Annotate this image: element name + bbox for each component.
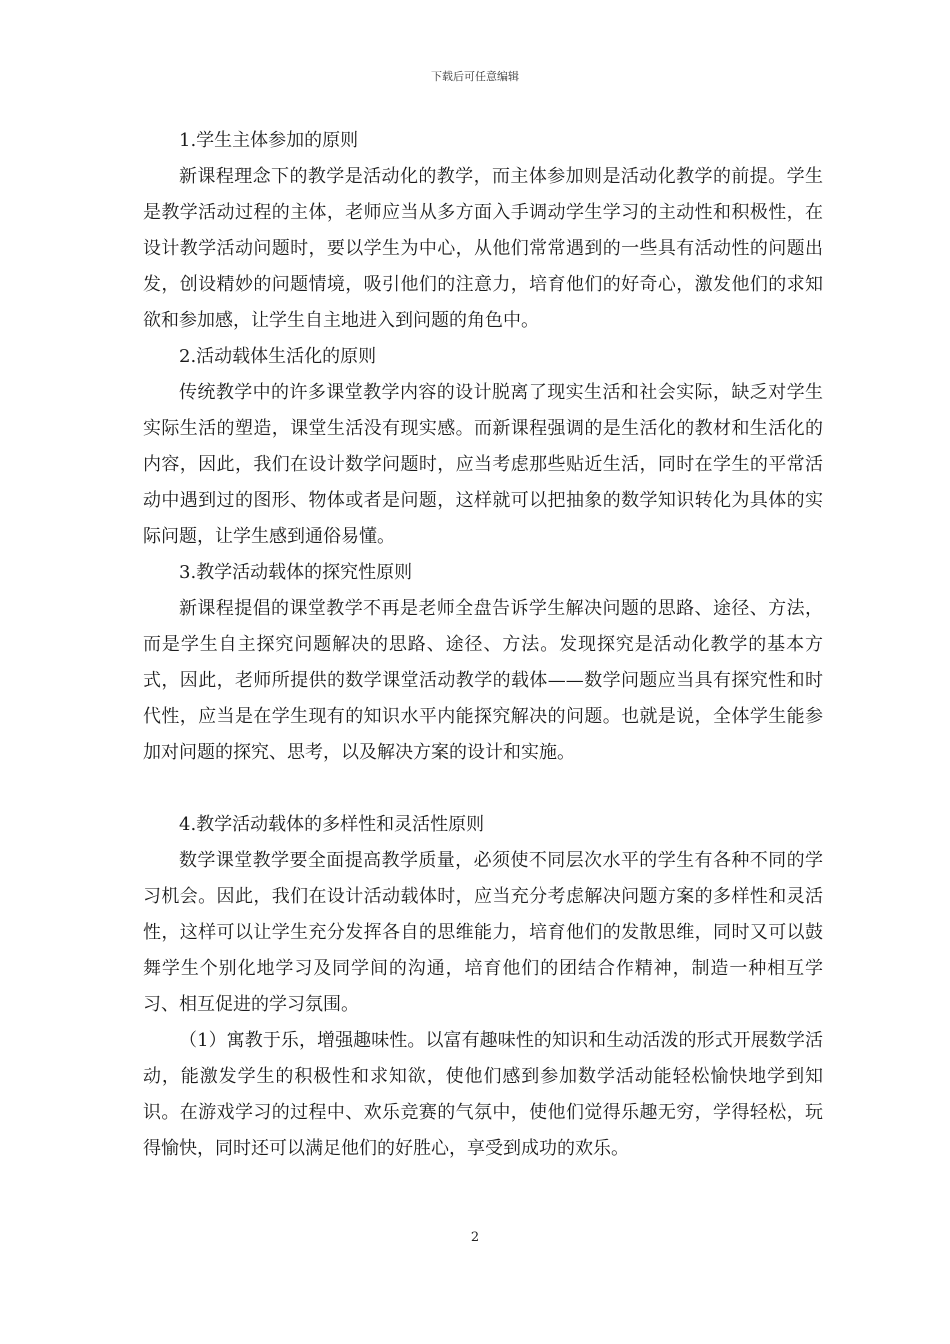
blank-line bbox=[143, 771, 823, 807]
page-number: 2 bbox=[470, 1230, 480, 1245]
section-heading-1: 1.学生主体参加的原则 bbox=[179, 130, 359, 151]
section-heading-4: 4.教学活动载体的多样性和灵活性原则 bbox=[179, 814, 485, 835]
section-paragraph-1: 新课程理念下的教学是活动化的教学，而主体参加则是活动化教学的前提。学生是教学活动过程的主体，老师应当从多方面入手调动学生学习的主动性和积极性，在设计教学活动问题时，要以学生为中心，从他们常常遇到的一些具有活动性的问题出发，创设精妙的问题情境，吸引他们的注意力，培育他们的好奇心，激发他们的求知欲和参加感，让学生自主地进入到问题的角色中。 bbox=[143, 166, 823, 331]
section-heading-3: 3.教学活动载体的探究性原则 bbox=[179, 562, 413, 583]
section-paragraph-3: 新课程提倡的课堂教学不再是老师全盘告诉学生解决问题的思路、途径、方法，而是学生自主探究问题解决的思路、途径、方法。发现探究是活动化教学的基本方式，因此，老师所提供的数学课堂活动教学的载体——数学问题应当具有探究性和时代性，应当是在学生现有的知识水平内能探究解决的问题。也就是说，全体学生能参加对问题的探究、思考，以及解决方案的设计和实施。 bbox=[143, 598, 823, 763]
sub-item-paragraph: （1）寓教于乐，增强趣味性。以富有趣味性的知识和生动活泼的形式开展数学活动，能激发学生的积极性和求知欲，使他们感到参加数学活动能轻松愉快地学到知识。在游戏学习的过程中、欢乐竞赛的气氛中，使他们觉得乐趣无穷，学得轻松，玩得愉快，同时还可以满足他们的好胜心，享受到成功的欢乐。 bbox=[143, 1030, 823, 1159]
section-heading-2: 2.活动载体生活化的原则 bbox=[179, 346, 377, 367]
section-paragraph-2: 传统教学中的许多课堂教学内容的设计脱离了现实生活和社会实际，缺乏对学生实际生活的塑造，课堂生活没有现实感。而新课程强调的是生活化的教材和生活化的内容，因此，我们在设计数学问题时，应当考虑那些贴近生活，同时在学生的平常活动中遇到过的图形、物体或者是问题，这样就可以把抽象的数学知识转化为具体的实际问题，让学生感到通俗易懂。 bbox=[143, 382, 823, 547]
section-paragraph-4: 数学课堂教学要全面提高教学质量，必须使不同层次水平的学生有各种不同的学习机会。因此，我们在设计活动载体时，应当充分考虑解决问题方案的多样性和灵活性，这样可以让学生充分发挥各自的思维能力，培育他们的发散思维，同时又可以鼓舞学生个别化地学习及同学间的沟通，培育他们的团结合作精神，制造一种相互学习、相互促进的学习氛围。 bbox=[143, 850, 823, 1015]
document-body bbox=[143, 123, 823, 1167]
page-header: 下载后可任意编辑 bbox=[431, 70, 519, 83]
